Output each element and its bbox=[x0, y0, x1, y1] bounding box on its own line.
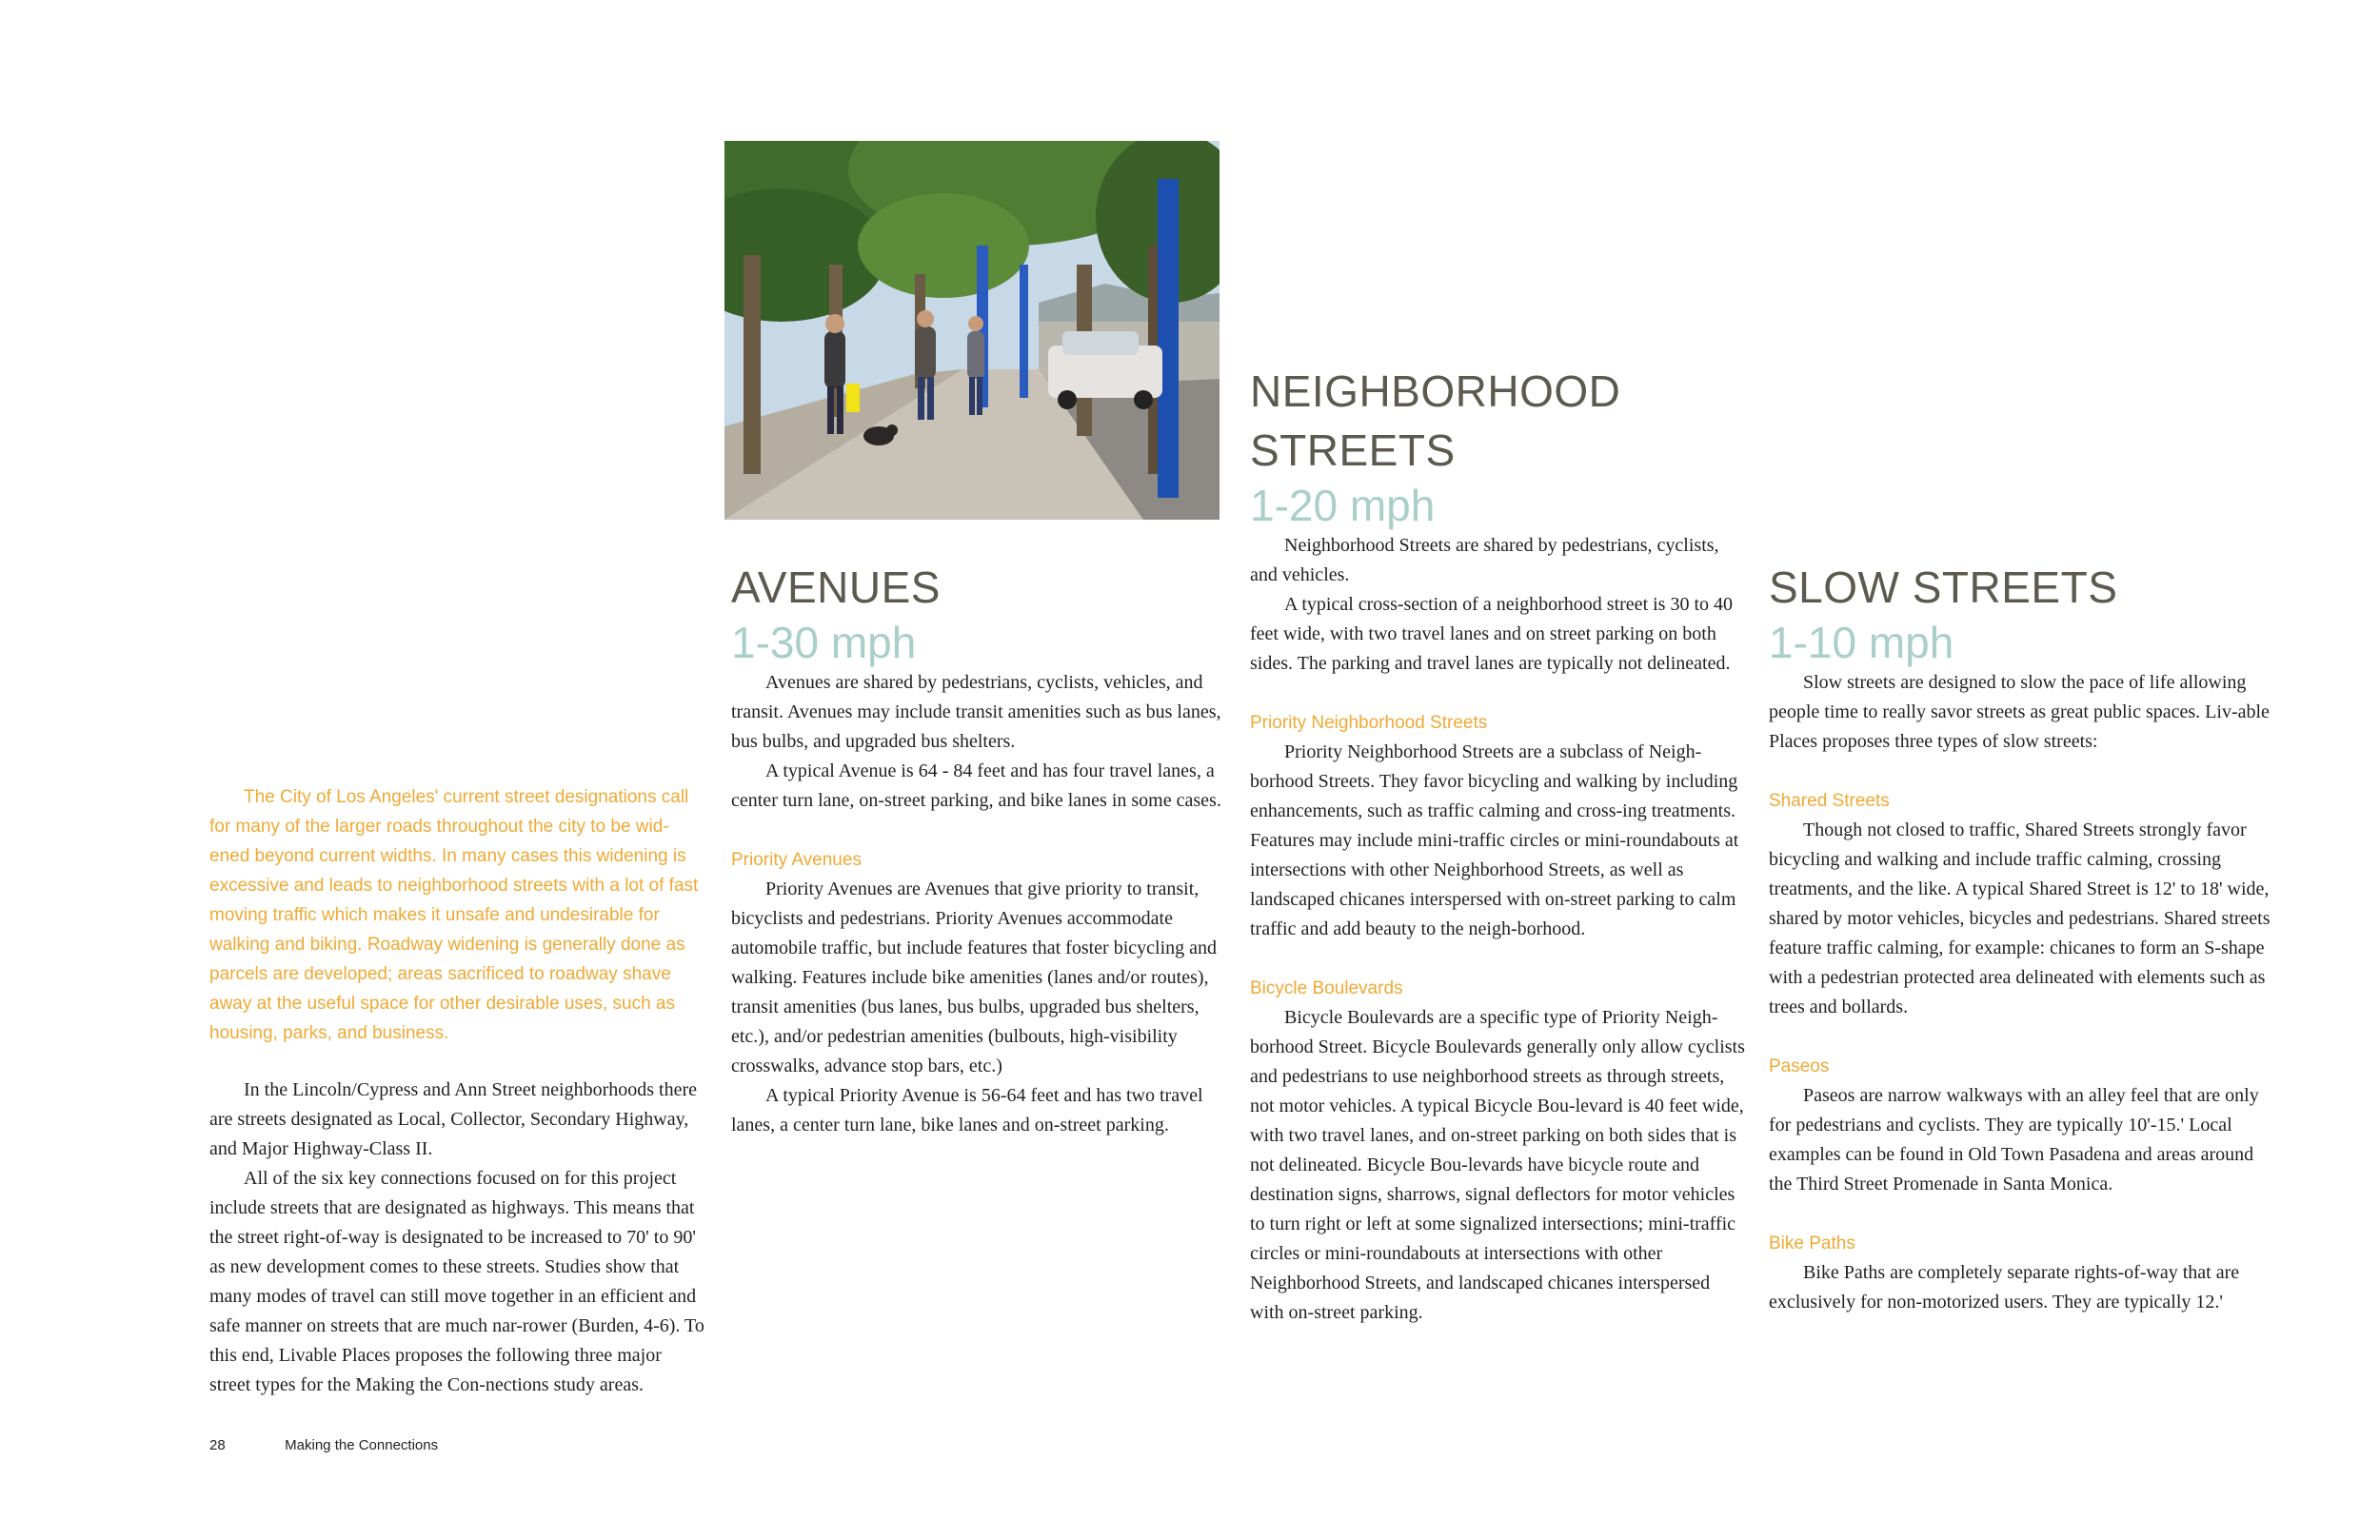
left-column bbox=[209, 1076, 704, 1400]
street-photo-illustration bbox=[724, 141, 1220, 520]
shared-streets-heading: Shared Streets bbox=[1769, 791, 1890, 811]
page-number: 28 bbox=[209, 1437, 226, 1453]
neighborhood-paragraph-2: A typical cross-section of a neighborhood street is 30 to 40 feet wide, with two travel lanes and on street parking on both sides. The parking and travel lanes are typically not delineated. bbox=[1250, 594, 1734, 674]
priority-avenues-heading: Priority Avenues bbox=[731, 850, 862, 870]
left-paragraph-1: In the Lincoln/Cypress and Ann Street neighborhoods there are streets designated as Local, Collector, Secondary Highway, and Major Highway-Class II. bbox=[209, 1079, 698, 1159]
footer-title: Making the Connections bbox=[285, 1437, 439, 1453]
paseos-heading: Paseos bbox=[1769, 1056, 1830, 1076]
neighborhood-speed: 1-20 mph bbox=[1250, 481, 1436, 530]
slow-paragraph-1: Slow streets are designed to slow the pace of life allowing people time to really savor streets as great public spaces. Liv-able Places proposes three types of slow streets: bbox=[1769, 672, 2270, 752]
avenues-paragraph-1: Avenues are shared by pedestrians, cyclists, vehicles, and transit. Avenues may include transit amenities such as bus lanes, bus bulbs, and upgraded bus shelters. bbox=[731, 672, 1221, 752]
left-paragraph-2: All of the six key connections focused on for this project include streets that are designated as highways. This means that the street right-of-way is designated to be increased to 70' to 90' as new development comes to these streets. Studies show that many modes of travel can still move together in an efficient and safe manner on streets that are much nar-rower (Burden, 4-6). To this end, Livable Places proposes the following three major street types for the Making the Con-nections study areas. bbox=[209, 1168, 704, 1395]
neighborhood-title-line-2: STREETS bbox=[1250, 425, 1456, 475]
priority-neighborhood-heading: Priority Neighborhood Streets bbox=[1250, 713, 1488, 733]
slow-paragraph-2: Though not closed to traffic, Shared Streets strongly favor bicycling and walking and include traffic calming, crossing treatments, and the like. A typical Shared Street is 12' to 18' wide, shared by motor vehicles, bicycles and pedestrians. Shared streets feature traffic calming, for example: chicanes to form an S-shape with a pedestrian protected area delineated with elements such as trees and bollards. bbox=[1769, 819, 2271, 1017]
neighborhood-paragraph-1: Neighborhood Streets are shared by pedestrians, cyclists, and vehicles. bbox=[1250, 535, 1719, 585]
neighborhood-paragraph-3: Priority Neighborhood Streets are a subclass of Neigh-borhood Streets. They favor bicycling and walking by including enhancements, such as traffic calming and cross-ing treatments. Features may include mini-traffic circles or mini-roundabouts at intersections with other Neighborhood Streets, as well as landscaped chicanes interspersed with on-street parking to calm traffic and add beauty to the neigh-borhood. bbox=[1250, 741, 1739, 939]
neighborhood-column bbox=[1250, 362, 1745, 1328]
slow-streets-title: SLOW STREETS bbox=[1769, 563, 2118, 612]
street-photo bbox=[724, 141, 1220, 520]
avenues-speed: 1-30 mph bbox=[731, 618, 917, 667]
slow-streets-speed: 1-10 mph bbox=[1769, 618, 1954, 667]
slow-streets-column bbox=[1769, 558, 2273, 1317]
avenues-title: AVENUES bbox=[731, 563, 941, 612]
intro-text: The City of Los Angeles' current street designations call for many of the larger roads throughout the city to be wid-ened beyond current widths. In many cases this widening is excessive and leads to neighborhood streets with a lot of fast moving traffic which makes it unsafe and undesirable for walking and biking. Roadway widening is generally done as parcels are developed; areas sacrificed to roadway shave away at the useful space for other desirable uses, such as housing, parks, and business. bbox=[209, 787, 699, 1043]
avenues-column bbox=[731, 558, 1226, 1140]
bicycle-boulevards-heading: Bicycle Boulevards bbox=[1250, 978, 1403, 998]
neighborhood-title-line-1: NEIGHBORHOOD bbox=[1250, 366, 1621, 416]
avenues-paragraph-2: A typical Avenue is 64 - 84 feet and has four travel lanes, a center turn lane, on-street parking, and bike lanes in some cases. bbox=[731, 760, 1221, 811]
avenues-paragraph-4: A typical Priority Avenue is 56-64 feet and has two travel lanes, a center turn lane, bike lanes and on-street parking. bbox=[731, 1085, 1203, 1135]
avenues-paragraph-3: Priority Avenues are Avenues that give priority to transit, bicyclists and pedestrians. Priority Avenues accommodate automobile traffic, but include features that foster bicycling and walking. Features include bike amenities (lanes and/or routes), transit amenities (bus lanes, bus bulbs, upgraded bus shelters, etc.), and/or pedestrian amenities (bulbouts, high-visibility crosswalks, advance stop bars, etc.) bbox=[731, 879, 1218, 1076]
slow-paragraph-4: Bike Paths are completely separate rights-of-way that are exclusively for non-motorized users. They are typically 12.' bbox=[1769, 1262, 2240, 1313]
page-footer bbox=[209, 1437, 438, 1453]
neighborhood-paragraph-4: Bicycle Boulevards are a specific type of Priority Neigh-borhood Street. Bicycle Boulevards generally only allow cyclists and pedestrians to use neighborhood streets as through streets, not motor vehicles. A typical Bicycle Bou-levard is 40 feet wide, with two travel lanes, and on-street parking on both sides that is not delineated. Bicycle Bou-levards have bicycle route and destination signs, sharrows, signal deflectors for motor vehicles to turn right or left at some signalized intersections; mini-traffic circles or mini-roundabouts at intersections with other Neighborhood Streets, and landscaped chicanes interspersed with on-street parking. bbox=[1250, 1007, 1745, 1323]
intro-block bbox=[209, 782, 704, 1048]
slow-paragraph-3: Paseos are narrow walkways with an alley feel that are only for pedestrians and cyclists. They are typically 10'-15.' Local examples can be found in Old Town Pasadena and areas around the Third Street Promenade in Santa Monica. bbox=[1769, 1085, 2259, 1194]
bike-paths-heading: Bike Paths bbox=[1769, 1234, 1855, 1254]
